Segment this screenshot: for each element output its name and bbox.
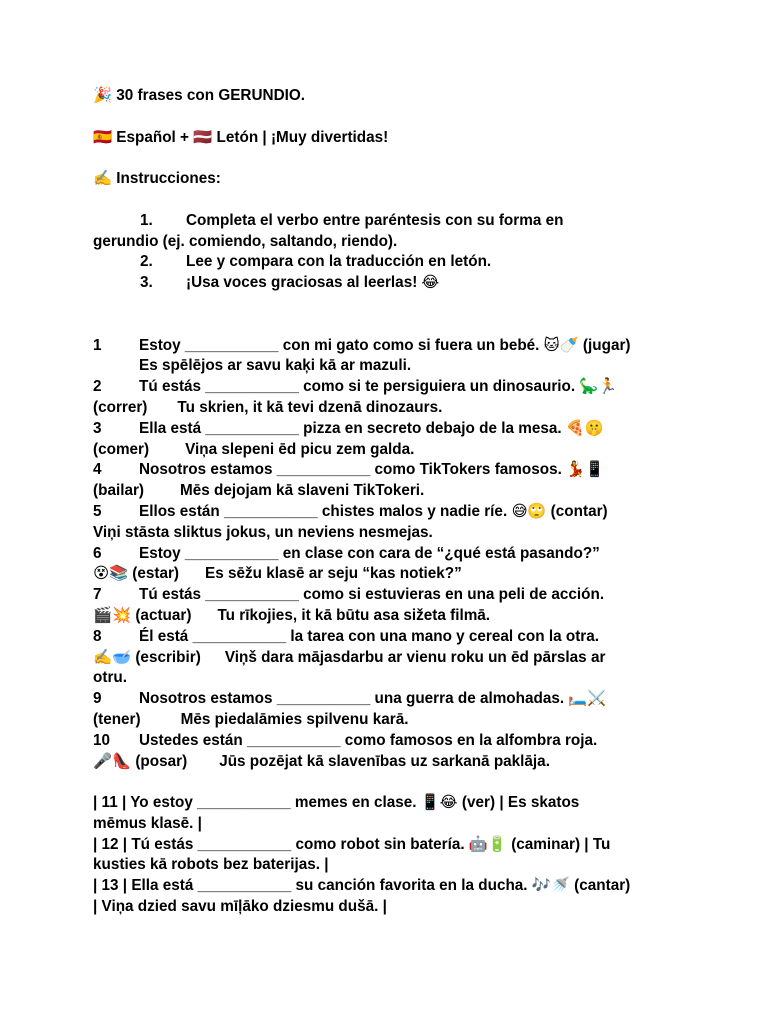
table-row-continued: mēmus klasē. |: [93, 814, 202, 832]
table-row: | 11 | Yo estoy ___________ memes en clase. 📱😂 (ver) | Es skatos: [93, 794, 580, 812]
sentence-item: 5 Ellos están ___________ chistes malos y nadie ríe. 😅🙄 (contar): [93, 502, 608, 520]
sentence-translation: Es spēlējos ar savu kaķi kā ar mazuli.: [139, 357, 412, 375]
sentence-translation: ✍️🥣 (escribir) Viņš dara mājasdarbu ar vienu roku un ēd pārslas ar: [93, 648, 606, 666]
sentence-item: 2 Tú estás ___________ como si te persiguiera un dinosaurio. 🦕🏃: [93, 378, 618, 396]
document-page: [93, 86, 683, 918]
table-rows: [93, 793, 683, 918]
sentence-translation: (tener) Mēs piedalāmies spilvenu karā.: [93, 710, 409, 728]
instructions-heading: ✍️ Instrucciones:: [93, 170, 221, 188]
table-row-continued: | Viņa dzied savu mīļāko dziesmu dušā. |: [93, 898, 387, 916]
sentence-item: 6 Estoy ___________ en clase con cara de “¿qué está pasando?”: [93, 544, 600, 562]
sentence-item: 1 Estoy ___________ con mi gato como si fuera un bebé. 🐱🍼 (jugar): [93, 336, 631, 354]
document-subtitle: 🇪🇸 Español + 🇱🇻 Letón | ¡Muy divertidas!: [93, 128, 389, 146]
document-title: 🎉 30 frases con GERUNDIO.: [93, 87, 306, 104]
sentence-list: [93, 336, 683, 773]
sentence-translation: 🎬💥 (actuar) Tu rīkojies, it kā būtu asa sižeta filmā.: [93, 606, 491, 624]
instruction-item: 2. Lee y compara con la traducción en letón.: [140, 253, 492, 271]
sentence-translation: 🎤👠 (posar) Jūs pozējat kā slavenības uz sarkanā paklāja.: [93, 752, 550, 770]
sentence-translation: (correr) Tu skrien, it kā tevi dzenā dinozaurs.: [93, 398, 443, 416]
sentence-translation: (bailar) Mēs dejojam kā slaveni TikTokeri.: [93, 482, 425, 500]
sentence-translation-continued: otru.: [93, 669, 127, 687]
instruction-item: 3. ¡Usa voces graciosas al leerlas! 😂: [140, 274, 440, 292]
sentence-translation: Viņi stāsta sliktus jokus, un neviens nesmejas.: [93, 523, 433, 541]
sentence-item: 7 Tú estás ___________ como si estuvieras en una peli de acción.: [93, 586, 605, 604]
table-row: | 13 | Ella está ___________ su canción favorita en la ducha. 🎶🚿 (cantar): [93, 877, 631, 895]
sentence-item: 10 Ustedes están ___________ como famosos en la alfombra roja.: [93, 731, 598, 749]
table-row-continued: kusties kā robots bez baterijas. |: [93, 856, 329, 874]
instruction-item: 1. Completa el verbo entre paréntesis con su forma en: [140, 211, 564, 229]
instruction-item-continued: gerundio (ej. comiendo, saltando, riendo).: [93, 232, 398, 250]
sentence-item: 4 Nosotros estamos ___________ como TikTokers famosos. 💃📱: [93, 461, 605, 479]
instructions-list: [93, 211, 683, 294]
sentence-item: 3 Ella está ___________ pizza en secreto debajo de la mesa. 🍕🤫: [93, 419, 604, 437]
sentence-item: 9 Nosotros estamos ___________ una guerra de almohadas. 🛏️⚔️: [93, 690, 607, 708]
sentence-translation: (comer) Viņa slepeni ēd picu zem galda.: [93, 440, 415, 458]
table-row: | 12 | Tú estás ___________ como robot sin batería. 🤖🔋 (caminar) | Tu: [93, 835, 611, 853]
sentence-translation: 😵📚 (estar) Es sēžu klasē ar seju “kas notiek?”: [93, 565, 462, 583]
sentence-item: 8 Él está ___________ la tarea con una mano y cereal con la otra.: [93, 627, 600, 645]
